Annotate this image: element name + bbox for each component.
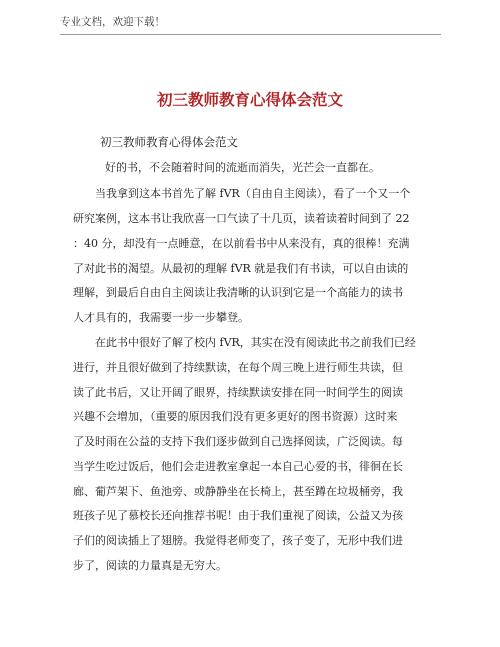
body-line: 步了，阅读的力量真是无穷大。 xyxy=(73,559,227,572)
header-divider xyxy=(60,34,441,35)
body-line: 读了此书后，又让开阔了眼界，持续默读安排在同一时间学生的阅读 xyxy=(73,386,403,399)
body-line: 好的书，不会随着时间的流逝而消失，光芒会一直都在。 xyxy=(105,161,380,174)
body-line: 研究案例，这本书让我欣喜一口气读了十几页，读着读着时间到了 22 xyxy=(73,212,410,225)
page-header-text: 专业文档，欢迎下载！ xyxy=(60,16,165,28)
body-line: 子们的阅读插上了翅膀。我觉得老师变了，孩子变了，无形中我们进 xyxy=(73,534,403,547)
body-line: 当我拿到这本书首先了解 fVR（自由自主阅读），看了一个又一个 xyxy=(95,187,411,200)
body-line: 进行，并且很好做到了持续默读，在每个周三晚上进行师生共读，但 xyxy=(73,361,403,374)
body-line: 人才具有的，我需要一步一步攀登。 xyxy=(73,311,249,324)
document-title: 初三教师教育心得体会范文 xyxy=(156,91,343,109)
body-line: 了对此书的渴望。从最初的理解 fVR 就是我们有书读，可以自由读的 xyxy=(73,262,409,275)
body-line: ：40 分，却没有一点睡意，在以前看书中从来没有，真的很棒！充满 xyxy=(73,237,410,250)
document-subtitle: 初三教师教育心得体会范文 xyxy=(100,135,238,149)
body-line: 了及时雨在公益的支持下我们逐步做到自己选择阅读，广泛阅读。每 xyxy=(73,435,403,448)
body-line: 理解，到最后自由自主阅读让我清晰的认识到它是一个高能力的读书 xyxy=(73,286,403,299)
body-line: 在此书中很好了解了校内 fVR，其实在没有阅读此书之前我们已经 xyxy=(95,336,416,349)
body-line: 班孩子见了慕校长还向推荐书呢！由于我们重视了阅读，公益又为孩 xyxy=(73,509,403,522)
body-line: 廊、葡芦架下、鱼池旁、或静静坐在长椅上，甚至蹲在垃圾桶旁，我 xyxy=(73,485,403,498)
body-line: 当学生吃过饭后，他们会走进教室拿起一本自己心爱的书，徘徊在长 xyxy=(73,460,403,473)
body-line: 兴趣不会增加，（重要的原因我们没有更多更好的图书资源）这时来 xyxy=(73,410,398,423)
